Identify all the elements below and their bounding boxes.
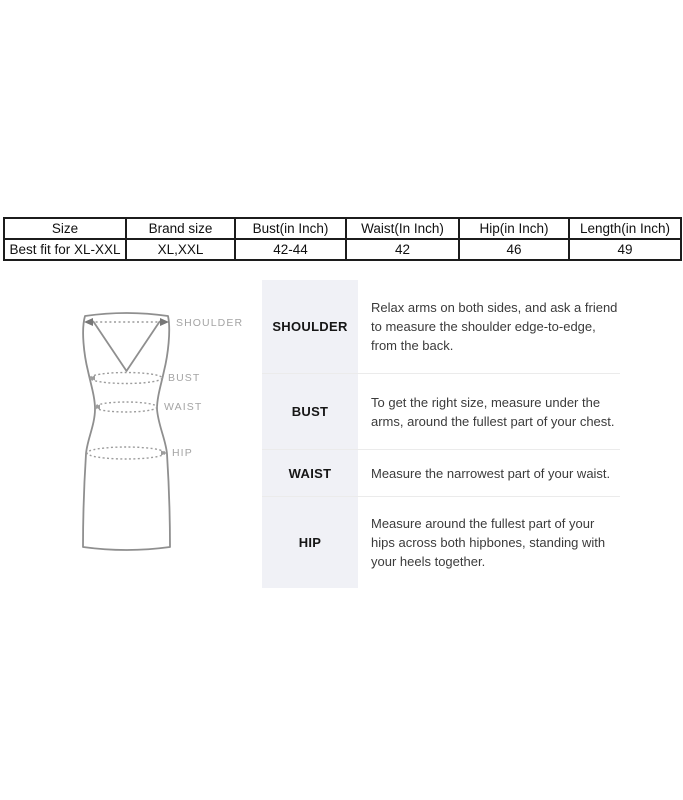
header-bust: Bust(in Inch): [235, 218, 346, 239]
size-table-header-row: [4, 218, 681, 239]
header-brand-size: Brand size: [126, 218, 235, 239]
guide-desc-shoulder-text: Relax arms on both sides, and ask a friend to measure the shoulder edge-to-edge, from the back.: [371, 300, 618, 353]
guide-row-waist: [262, 449, 620, 496]
guide-desc-bust-text: To get the right size, measure under the arms, around the fullest part of your chest.: [371, 394, 615, 429]
waist-measure-line: [95, 402, 157, 412]
header-length: Length(in Inch): [569, 218, 681, 239]
bust-measure-line: [90, 373, 162, 384]
header-waist: Waist(In Inch): [346, 218, 459, 239]
guide-label-hip: HIP: [262, 497, 358, 588]
guide-row-shoulder: [262, 280, 620, 373]
cell-brand-size: XL,XXL: [126, 239, 235, 260]
guide-label-waist: WAIST: [262, 450, 358, 496]
shoulder-arrow-right-icon: [160, 318, 169, 326]
diagram-bust-label: BUST: [168, 372, 201, 384]
cell-bust: 42-44: [235, 239, 346, 260]
guide-desc-bust: [358, 374, 620, 449]
header-size: Size: [4, 218, 126, 239]
cell-waist: 42: [346, 239, 459, 260]
diagram-waist-label: WAIST: [164, 401, 203, 413]
diagram-hip-label: HIP: [172, 447, 193, 459]
guide-label-bust: BUST: [262, 374, 358, 449]
dress-outline-icon: [83, 313, 170, 550]
dress-neckline-icon: [93, 321, 160, 371]
cell-length: 49: [569, 239, 681, 260]
guide-label-shoulder: SHOULDER: [262, 280, 358, 373]
measurement-guide: [262, 280, 620, 588]
size-table: [3, 217, 682, 261]
diagram-shoulder-label: SHOULDER: [176, 317, 244, 329]
size-table-data-row: [4, 239, 681, 260]
cell-size: Best fit for XL-XXL: [4, 239, 126, 260]
guide-desc-waist-text: Measure the narrowest part of your waist.: [371, 465, 611, 481]
guide-desc-shoulder: [358, 280, 620, 373]
hip-measure-line: [87, 447, 165, 459]
guide-row-bust: [262, 373, 620, 449]
guide-desc-waist: [358, 450, 620, 496]
guide-row-hip: [262, 496, 620, 588]
guide-desc-hip: [358, 497, 620, 588]
header-hip: Hip(in Inch): [459, 218, 569, 239]
cell-hip: 46: [459, 239, 569, 260]
shoulder-arrow-left-icon: [84, 318, 93, 326]
guide-desc-hip-text: Measure around the fullest part of your hips across both hipbones, standing with your heels together.: [371, 516, 606, 569]
dress-diagram: [60, 300, 260, 565]
